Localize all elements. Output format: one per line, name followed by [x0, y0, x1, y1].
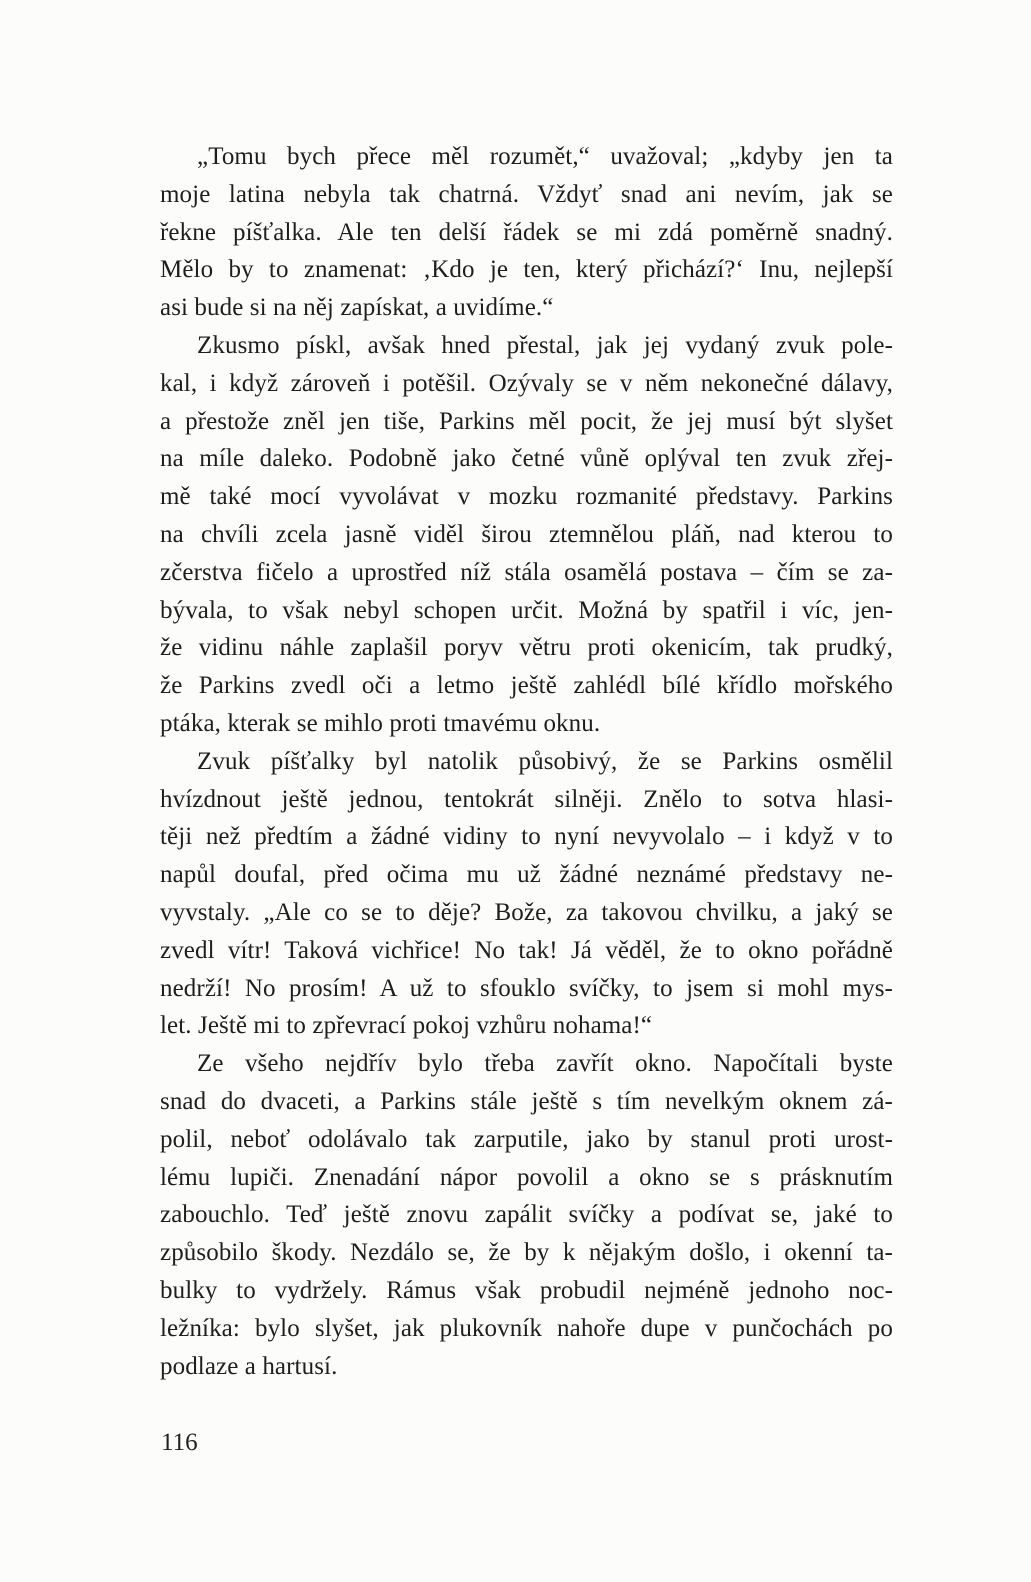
text-line: bulky to vydržely. Rámus však probudil nejméně jednoho noc- — [160, 1276, 893, 1304]
paragraph — [160, 743, 893, 1045]
page-number: 116 — [161, 1429, 198, 1456]
text-line: ležníka: bylo slyšet, jak plukovník nahoře dupe v punčochách po — [160, 1314, 893, 1342]
text-line: polil, neboť odolávalo tak zarputile, jako by stanul proti urost- — [160, 1125, 893, 1153]
text-line: těji než předtím a žádné vidiny to nyní nevyvolalo – i když v to — [160, 823, 893, 851]
text-line: nedrží! No prosím! A už to sfouklo svíčky, to jsem si mohl mys- — [160, 974, 893, 1002]
text-line: Ze všeho nejdřív bylo třeba zavřít okno. Napočítali byste — [197, 1050, 893, 1078]
text-line: podlaze a hartusí. — [160, 1352, 338, 1380]
paragraph — [160, 1045, 893, 1385]
text-line: Zkusmo pískl, avšak hned přestal, jak jej vydaný zvuk pole- — [197, 331, 893, 359]
text-line: na chvíli zcela jasně viděl širou ztemnělou pláň, nad kterou to — [160, 520, 893, 548]
text-line: bývala, to však nebyl schopen určit. Možná by spatřil i víc, jen- — [160, 596, 893, 624]
text-line: zabouchlo. Teď ještě znovu zapálit svíčky a podívat se, jaké to — [160, 1201, 893, 1229]
text-line: na míle daleko. Podobně jako četné vůně oplýval ten zvuk zřej- — [160, 445, 893, 473]
text-line: mě také mocí vyvolávat v mozku rozmanité představy. Parkins — [160, 483, 893, 511]
text-line: a přestože zněl jen tiše, Parkins měl pocit, že jej musí být slyšet — [160, 407, 893, 435]
text-line: zčerstva fičelo a uprostřed níž stála osamělá postava – čím se za- — [160, 558, 893, 586]
text-line: moje latina nebyla tak chatrná. Vždyť snad ani nevím, jak se — [160, 180, 893, 208]
text-line: kal, i když zároveň i potěšil. Ozývaly se v něm nekonečné dálavy, — [160, 369, 893, 397]
text-line: hvízdnout ještě jednou, tentokrát silněji. Znělo to sotva hlasi- — [160, 785, 893, 813]
text-line: let. Ještě mi to zpřevrací pokoj vzhůru nohama!“ — [160, 1012, 653, 1040]
text-line: způsobilo škody. Nezdálo se, že by k nějakým došlo, i okenní ta- — [160, 1239, 893, 1267]
text-line: vyvstaly. „Ale co se to děje? Bože, za takovou chvilku, a jaký se — [160, 898, 893, 926]
text-line: Mělo by to znamenat: ‚Kdo je ten, který přichází?‘ Inu, nejlepší — [160, 256, 893, 284]
text-line: snad do dvaceti, a Parkins stále ještě s tím nevelkým oknem zá- — [160, 1087, 893, 1115]
paragraph — [160, 327, 893, 743]
paragraph — [160, 138, 893, 327]
text-line: že Parkins zvedl oči a letmo ještě zahlédl bílé křídlo mořského — [160, 672, 893, 700]
text-line: zvedl vítr! Taková vichřice! No tak! Já věděl, že to okno pořádně — [160, 936, 893, 964]
text-line: Zvuk píšťalky byl natolik působivý, že se Parkins osmělil — [197, 747, 893, 775]
text-line: napůl doufal, před očima mu už žádné neznámé představy ne- — [160, 861, 893, 889]
text-line: ptáka, kterak se mihlo proti tmavému oknu. — [160, 709, 601, 737]
text-line: asi bude si na něj zapískat, a uvidíme.“ — [160, 294, 554, 322]
text-line: řekne píšťalka. Ale ten delší řádek se mi zdá poměrně snadný. — [160, 218, 893, 246]
text-line: lému lupiči. Znenadání nápor povolil a okno se s prásknutím — [160, 1163, 893, 1191]
text-line: „Tomu bych přece měl rozumět,“ uvažoval; „kdyby jen ta — [197, 143, 893, 170]
text-line: že vidinu náhle zaplašil poryv větru proti okenicím, tak prudký, — [160, 634, 893, 662]
page-text — [160, 138, 893, 1385]
